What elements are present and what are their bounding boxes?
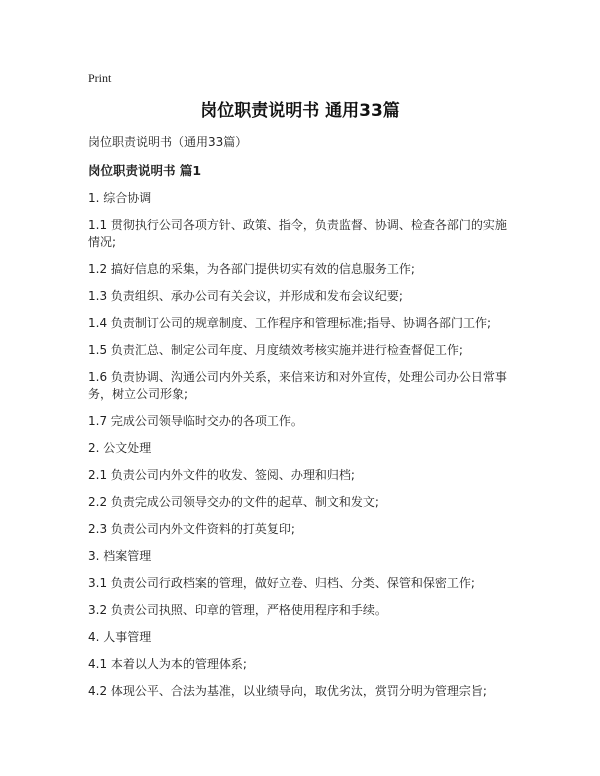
- list-item: 1.4 负责制订公司的规章制度、工作程序和管理标准;指导、协调各部门工作;: [88, 316, 491, 330]
- section-heading: 2. 公文处理: [88, 441, 152, 455]
- section-heading: 4. 人事管理: [88, 630, 152, 644]
- list-item: 4.2 体现公平、合法为基准，以业绩导向，取优劣汰，赏罚分明为管理宗旨;: [88, 684, 487, 698]
- list-item: 3.1 负责公司行政档案的管理，做好立卷、归档、分类、保管和保密工作;: [88, 576, 475, 590]
- list-item: 3.2 负责公司执照、印章的管理，严格使用程序和手续。: [88, 603, 387, 617]
- list-item: 1.5 负责汇总、制定公司年度、月度绩效考核实施并进行检查督促工作;: [88, 343, 463, 357]
- document-body: [88, 134, 510, 710]
- document-subtitle: 岗位职责说明书（通用33篇）: [88, 135, 248, 149]
- list-item: 2.2 负责完成公司领导交办的文件的起草、制文和发文;: [88, 495, 379, 509]
- list-item: 4.1 本着以人为本的管理体系;: [88, 657, 247, 671]
- list-item: 1.7 完成公司领导临时交办的各项工作。: [88, 414, 303, 428]
- section-heading: 3. 档案管理: [88, 549, 152, 563]
- list-item: 1.1 贯彻执行公司各项方针、政策、指令，负责监督、协调、检查各部门的实施情况;: [88, 218, 507, 249]
- page-title: 岗位职责说明书 通用33篇: [200, 101, 400, 121]
- list-item: 2.1 负责公司内外文件的收发、签阅、办理和归档;: [88, 468, 355, 482]
- list-item: 1.6 负责协调、沟通公司内外关系，来信来访和对外宣传，处理公司办公日常事务，树立公司形象;: [88, 370, 507, 401]
- article-heading: 岗位职责说明书 篇1: [88, 163, 202, 178]
- print-label: Print: [88, 71, 112, 85]
- list-item: 1.3 负责组织、承办公司有关会议，并形成和发布会议纪要;: [88, 289, 403, 303]
- list-item: 1.2 搞好信息的采集，为各部门提供切实有效的信息服务工作;: [88, 262, 415, 276]
- list-item: 2.3 负责公司内外文件资料的打英复印;: [88, 522, 295, 536]
- section-heading: 1. 综合协调: [88, 191, 152, 205]
